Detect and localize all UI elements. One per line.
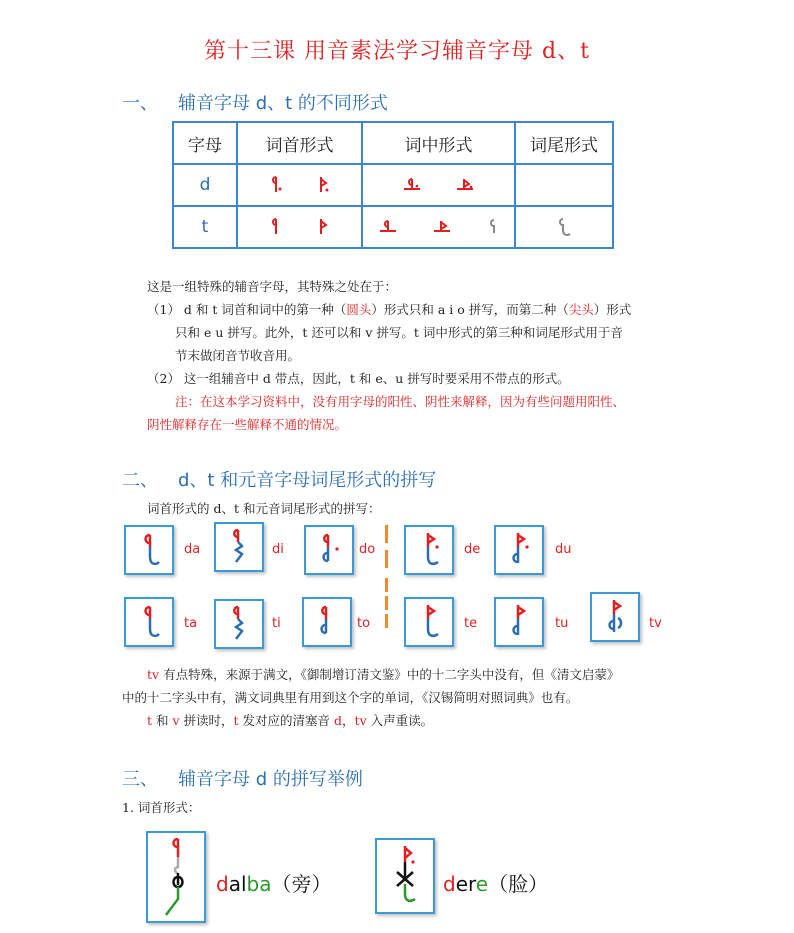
- note-item-1-line2: 只和 e u 拼写。此外，t 还可以和 v 拼写。t 词中形式的第三种和词尾形式用于音: [175, 325, 623, 340]
- syllable-label: di: [272, 542, 284, 557]
- syllable-tile-to: [302, 597, 352, 647]
- word-part: d: [216, 872, 229, 896]
- divider-dash: [385, 596, 388, 610]
- example-word-1: [216, 868, 331, 897]
- note-highlight: 尖头: [568, 302, 594, 317]
- d-initial-pointed-glyph: [316, 175, 330, 195]
- table-header-row: [173, 122, 613, 164]
- syllable-label: do: [359, 542, 376, 557]
- table-cell-final-forms: [515, 206, 613, 248]
- note-highlight: t: [233, 713, 239, 728]
- syllable-label: to: [357, 616, 371, 631]
- syllable-tile-do: [304, 525, 354, 575]
- t-medial-round-glyph: [378, 217, 398, 237]
- syllable-label: ti: [272, 616, 281, 631]
- word-part: al: [228, 872, 247, 896]
- syllable-to-glyph: [304, 599, 350, 645]
- note-text: ）形式只和 a i o 拼写，而第二种（: [371, 302, 569, 317]
- section-1-number: 一、: [122, 93, 158, 114]
- word-dere-glyph: [377, 840, 433, 912]
- t-initial-pointed-glyph: [316, 217, 330, 237]
- section-1-heading: [122, 89, 388, 115]
- word-part: d: [443, 872, 456, 896]
- word-part: er: [455, 872, 476, 896]
- syllable-tile-de: [404, 525, 454, 575]
- note-item-2: （2） 这一组辅音中 d 带点，因此，t 和 e、u 拼写时要采用不带点的形式。: [147, 371, 570, 386]
- syllable-di-glyph: [216, 524, 262, 570]
- word-dalba-glyph: [148, 833, 204, 921]
- word-part: ba: [246, 872, 272, 896]
- table-header-cell: 词中形式: [362, 122, 515, 164]
- note-text: 和: [152, 713, 173, 728]
- syllable-do-glyph: [306, 527, 352, 573]
- syllable-tile-du: [494, 525, 544, 575]
- note-text: 拼读时，: [179, 713, 234, 728]
- syllable-tile-tu: [494, 597, 544, 647]
- table-cell-medial-forms: [362, 164, 515, 206]
- section-3-number: 三、: [122, 769, 158, 790]
- section-3-title: 辅音字母 d 的拼写举例: [178, 769, 363, 790]
- divider-dash: [385, 614, 388, 628]
- section-2-title: d、t 和元音字母词尾形式的拼写: [178, 470, 437, 491]
- syllable-tile-da: [124, 525, 174, 575]
- syllable-ti-glyph: [216, 601, 262, 647]
- note-text: ，: [342, 713, 355, 728]
- syllable-tile-tv: [590, 592, 640, 642]
- note-text: ）形式: [593, 302, 632, 317]
- table-cell-letter: t: [173, 206, 237, 248]
- syllable-ta-glyph: [126, 599, 172, 645]
- syllable-label: tv: [649, 616, 662, 631]
- section-2-heading: [122, 466, 436, 492]
- divider-dash: [385, 525, 388, 543]
- syllable-label: tu: [555, 616, 569, 631]
- table-row: [173, 206, 613, 248]
- tv-note-line-2: 中的十二字头中有，满文词典里有用到这个字的单词，《汉锡简明对照词典》也有。: [122, 690, 579, 705]
- section-3-heading: [122, 765, 363, 791]
- word-gloss: （旁）: [271, 872, 332, 896]
- syllable-tile-ti: [214, 599, 264, 649]
- syllable-label: da: [184, 542, 201, 557]
- syllable-label: de: [464, 542, 481, 557]
- tv-note-line-3: [147, 709, 433, 732]
- intro-text: 这是一组特殊的辅音字母，其特殊之处在于：: [147, 279, 398, 294]
- subsection-1: 1. 词首形式：: [122, 800, 201, 815]
- t-initial-round-glyph: [269, 217, 283, 237]
- syllable-tv-glyph: [592, 594, 638, 640]
- syllable-label: du: [555, 542, 572, 557]
- syllable-de-glyph: [406, 527, 452, 573]
- example-tile-dalba: [146, 831, 206, 923]
- d-initial-round-glyph: [269, 175, 283, 195]
- table-header-cell: 词首形式: [237, 122, 362, 164]
- note-highlight: v: [172, 713, 180, 728]
- d-medial-round-glyph: [402, 175, 422, 195]
- section-2-number: 二、: [122, 470, 158, 491]
- table-cell-medial-forms: [362, 206, 515, 248]
- syllable-tile-te: [404, 597, 454, 647]
- note-item-1-line3: 节末做闭音节收音用。: [175, 348, 301, 363]
- note-highlight: tv: [354, 713, 367, 728]
- section-1-title: 辅音字母 d、t 的不同形式: [178, 93, 388, 114]
- table-row: [173, 164, 613, 206]
- table-header-cell: 词尾形式: [515, 122, 613, 164]
- syllable-tile-di: [214, 522, 264, 572]
- table-header-cell: 字母: [173, 122, 237, 164]
- t-medial-pointed-glyph: [432, 217, 452, 237]
- note-highlight: 圆头: [346, 302, 372, 317]
- note-text: 发对应的清塞音: [238, 713, 335, 728]
- section-2-intro: 词首形式的 d、t 和元音词尾形式的拼写：: [147, 501, 381, 516]
- syllable-label: ta: [184, 616, 198, 631]
- note-text: 入声重读。: [366, 713, 434, 728]
- t-medial-closing-glyph: [485, 217, 499, 237]
- note-highlight: d: [334, 713, 343, 728]
- table-cell-letter: d: [173, 164, 237, 206]
- syllable-tu-glyph: [496, 599, 542, 645]
- divider-dash: [385, 578, 388, 592]
- table-cell-initial-forms: [237, 164, 362, 206]
- note-text: 有点特殊，来源于满文，《御制增订清文鉴》中的十二字头中没有，但《清文启蒙》: [159, 667, 620, 682]
- table-cell-initial-forms: [237, 206, 362, 248]
- syllable-te-glyph: [406, 599, 452, 645]
- example-word-2: [443, 868, 548, 897]
- note-highlight: tv: [147, 667, 160, 682]
- note-text: （1） d 和 t 词首和词中的第一种（: [147, 302, 347, 317]
- tv-note-line-1: [147, 663, 619, 686]
- t-final-glyph: [555, 216, 573, 238]
- syllable-du-glyph: [496, 527, 542, 573]
- divider-dash: [385, 550, 388, 568]
- example-tile-dere: [375, 838, 435, 914]
- table-cell-final-forms: [515, 164, 613, 206]
- d-medial-pointed-glyph: [455, 175, 475, 195]
- note-highlight: t: [147, 713, 153, 728]
- warning-line-2: 阴性解释存在一些解释不通的情况。: [147, 417, 348, 432]
- note-item-1: [147, 298, 687, 321]
- letter-forms-table: [172, 121, 614, 249]
- syllable-label: te: [464, 616, 478, 631]
- warning-line-1: 注：在这本学习资料中，没有用字母的阳性、阴性来解释，因为有些问题用阳性、: [175, 394, 626, 409]
- syllable-da-glyph: [126, 527, 172, 573]
- page-title: 第十三课 用音素法学习辅音字母 d、t: [204, 39, 590, 64]
- word-part: e: [475, 872, 489, 896]
- word-gloss: （脸）: [488, 872, 549, 896]
- syllable-tile-ta: [124, 597, 174, 647]
